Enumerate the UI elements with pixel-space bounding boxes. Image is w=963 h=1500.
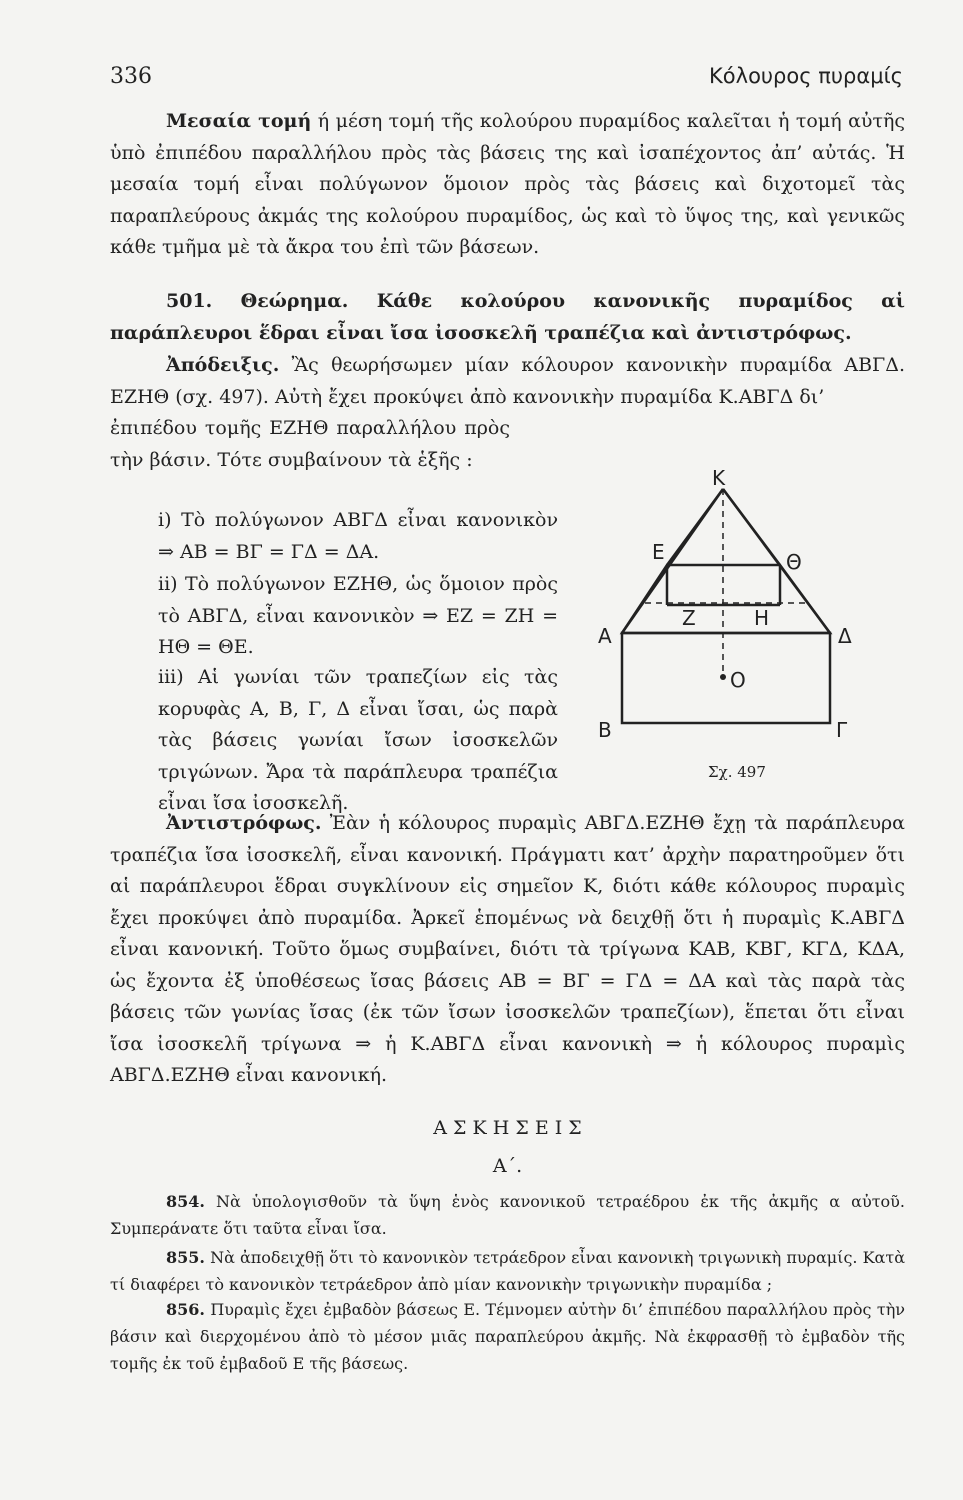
- exercise-text: Νὰ ἀποδειχθῇ ὅτι τὸ κανονικὸν τετράεδρον εἶναι κανονικὴ τριγωνικὴ πυραμίς. Κατὰ τί διαφέρει τὸ κανονικὸν τετράεδρον ἀπὸ μίαν κανονικὴν τριγωνικὴν πυραμίδα ;: [110, 1248, 906, 1294]
- exercises-title: Α Σ Κ Η Σ Ε Ι Σ: [433, 1117, 582, 1139]
- label-e: Ε: [652, 540, 665, 564]
- converse-label: Ἀντιστρόφως.: [166, 812, 322, 834]
- converse-text: Ἐὰν ἡ κόλουρος πυραμὶς ΑΒΓΔ.ΕΖΗΘ ἔχῃ τὰ παράπλευρα τραπέζια ἴσα ἰσοσκελῆ, εἶναι κανονική. Πράγματι κατ’ ἀρχὴν παρατηροῦμεν ὅτι αἱ παράπλευροι ἕδραι συγκλίνουν εἰς σημεῖον Κ, διότι κάθε κόλουρος πυραμὶς ἔχει προκύψει ἀπὸ πυραμίδα. Ἀρκεῖ ἑπομένως νὰ δειχθῇ ὅτι ἡ πυραμὶς Κ.ΑΒΓΔ εἶναι κανονική. Τοῦτο ὅμως συμβαίνει, διότι τὰ τρίγωνα ΚΑΒ, ΚΒΓ, ΚΓΔ, ΚΔΑ, ὡς ἔχοντα ἐξ ὑποθέσεως ἴσας βάσεις ΑΒ = ΒΓ = ΓΔ = ΔΑ καὶ τὰς παρὰ τὰς βάσεις τῶν γωνίας ἴσας (ἐκ τῶν ἴσων ἰσοσκελῶν τραπεζίων), ἕπεται ὅτι εἶναι ἴσα ἰσοσκελῆ τρίγωνα ⇒ ἡ Κ.ΑΒΓΔ εἶναι κανονικὴ ⇒ ἡ κόλουρος πυραμὶς ΑΒΓΔ.ΕΖΗΘ εἶναι κανονική.: [110, 812, 905, 1086]
- label-g: Γ: [836, 718, 848, 742]
- exercises-group: Α΄.: [492, 1155, 523, 1177]
- exercise-856: [110, 1296, 905, 1377]
- figure-caption: Σχ. 497: [708, 763, 766, 781]
- base-face: [622, 633, 830, 723]
- truncated-pyramid-diagram: [590, 465, 875, 785]
- median-text: ή μέση τομή τῆς κολούρου πυραμίδος καλεῖται ἡ τομή αὐτῆς ὑπὸ ἐπιπέδου παραλλήλου πρὸς τὰς βάσεις της καὶ ἰσαπέχοντος ἀπ’ αὐτάς. Ἡ μεσαία τομή εἶναι πολύγωνον ὅμοιον πρὸς τὰς βάσεις καὶ διχοτομεῖ τὰς παραπλεύρους ἀκμάς της κολούρου πυραμίδος, ὡς καὶ τὸ ὕψος της, καὶ γενικῶς κάθε τμῆμα μὲ τὰ ἄκρα του ἐπὶ τῶν βάσεων.: [110, 110, 905, 258]
- page-number: 336: [110, 64, 152, 89]
- converse-paragraph: [110, 808, 905, 1092]
- median-section-paragraph: [110, 106, 905, 264]
- label-h: Η: [754, 606, 770, 630]
- proof-label: Ἀπόδειξις.: [166, 354, 280, 376]
- label-th: Θ: [786, 550, 802, 574]
- proof-item-3: iii) Αἱ γωνίαι τῶν τραπεζίων εἰς τὰς κορυφὰς Α, Β, Γ, Δ εἶναι ἴσαι, ὡς παρὰ τὰς βάσεις γωνίαι ἴσων ἰσοσκελῶν τριγώνων. Ἄρα τὰ παράπλευρα τραπέζια εἶναι ἴσα ἰσοσκελῆ.: [158, 666, 558, 814]
- label-k: Κ: [712, 466, 726, 490]
- exercise-number: 856.: [166, 1300, 205, 1319]
- proof-item-2: ii) Τὸ πολύγωνον ΕΖΗΘ, ὡς ὅμοιον πρὸς τὸ ΑΒΓΔ, εἶναι κανονικὸν ⇒ ΕΖ = ΖΗ = ΗΘ = ΘΕ.: [158, 573, 558, 658]
- theorem-statement: Θεώρημα. Κάθε κολούρου κανονικῆς πυραμίδος αἱ παράπλευροι ἕδραι εἶναι ἴσα ἰσοσκελῆ τραπέζια καὶ ἀντιστρόφως.: [110, 290, 905, 344]
- exercise-text: Νὰ ὑπολογισθοῦν τὰ ὕψη ἑνὸς κανονικοῦ τετραέδρου ἐκ τῆς ἀκμῆς α αὐτοῦ. Συμπεράνατε ὅτι ταῦτα εἶναι ἴσα.: [110, 1192, 905, 1238]
- label-z: Ζ: [682, 606, 696, 630]
- proof-intro-narrow: ἐπιπέδου τομῆς ΕΖΗΘ παραλλήλου πρὸς τὴν βάσιν. Τότε συμβαίνουν τὰ ἑξῆς :: [110, 417, 510, 471]
- theorem-number: 501.: [166, 290, 213, 312]
- theorem-heading: [110, 286, 905, 349]
- running-title: Κόλουρος πυραμίς: [709, 64, 903, 88]
- exercise-855: [110, 1244, 905, 1298]
- lateral-face-top: [622, 565, 830, 633]
- exercise-number: 855.: [166, 1248, 205, 1267]
- exercise-854: [110, 1188, 905, 1242]
- proof-item-1: i) Τὸ πολύγωνον ΑΒΓΔ εἶναι κανονικὸν ⇒ ΑΒ = ΒΓ = ΓΔ = ΔΑ.: [158, 509, 558, 563]
- page-header: [110, 64, 903, 94]
- proof-intro-text: Ἂς θεωρήσωμεν μίαν κόλουρον κανονικὴν πυραμίδα ΑΒΓΔ. ΕΖΗΘ (σχ. 497). Αὐτὴ ἔχει προκύψει ἀπὸ κανονικὴν πυραμίδα Κ.ΑΒΓΔ δι’: [110, 354, 905, 408]
- median-term: Μεσαία τομή: [166, 110, 312, 132]
- exercise-number: 854.: [166, 1192, 205, 1211]
- center-point: [720, 674, 726, 680]
- proof-intro: [110, 350, 905, 413]
- label-o: Ο: [730, 668, 746, 692]
- label-d: Δ: [838, 624, 852, 648]
- figure-497: [590, 465, 875, 785]
- label-b: Β: [598, 718, 612, 742]
- label-a: Α: [598, 624, 612, 648]
- exercise-text: Πυραμὶς ἔχει ἐμβαδὸν βάσεως Ε. Τέμνομεν αὐτὴν δι’ ἐπιπέδου παραλλήλου πρὸς τὴν βάσιν καὶ διερχομένου ἀπὸ τὸ μέσον μιᾶς παραπλεύρου ἀκμῆς. Νὰ ἐκφρασθῇ τὸ ἐμβαδὸν τῆς τομῆς ἐκ τοῦ ἐμβαδοῦ Ε τῆς βάσεως.: [110, 1300, 906, 1373]
